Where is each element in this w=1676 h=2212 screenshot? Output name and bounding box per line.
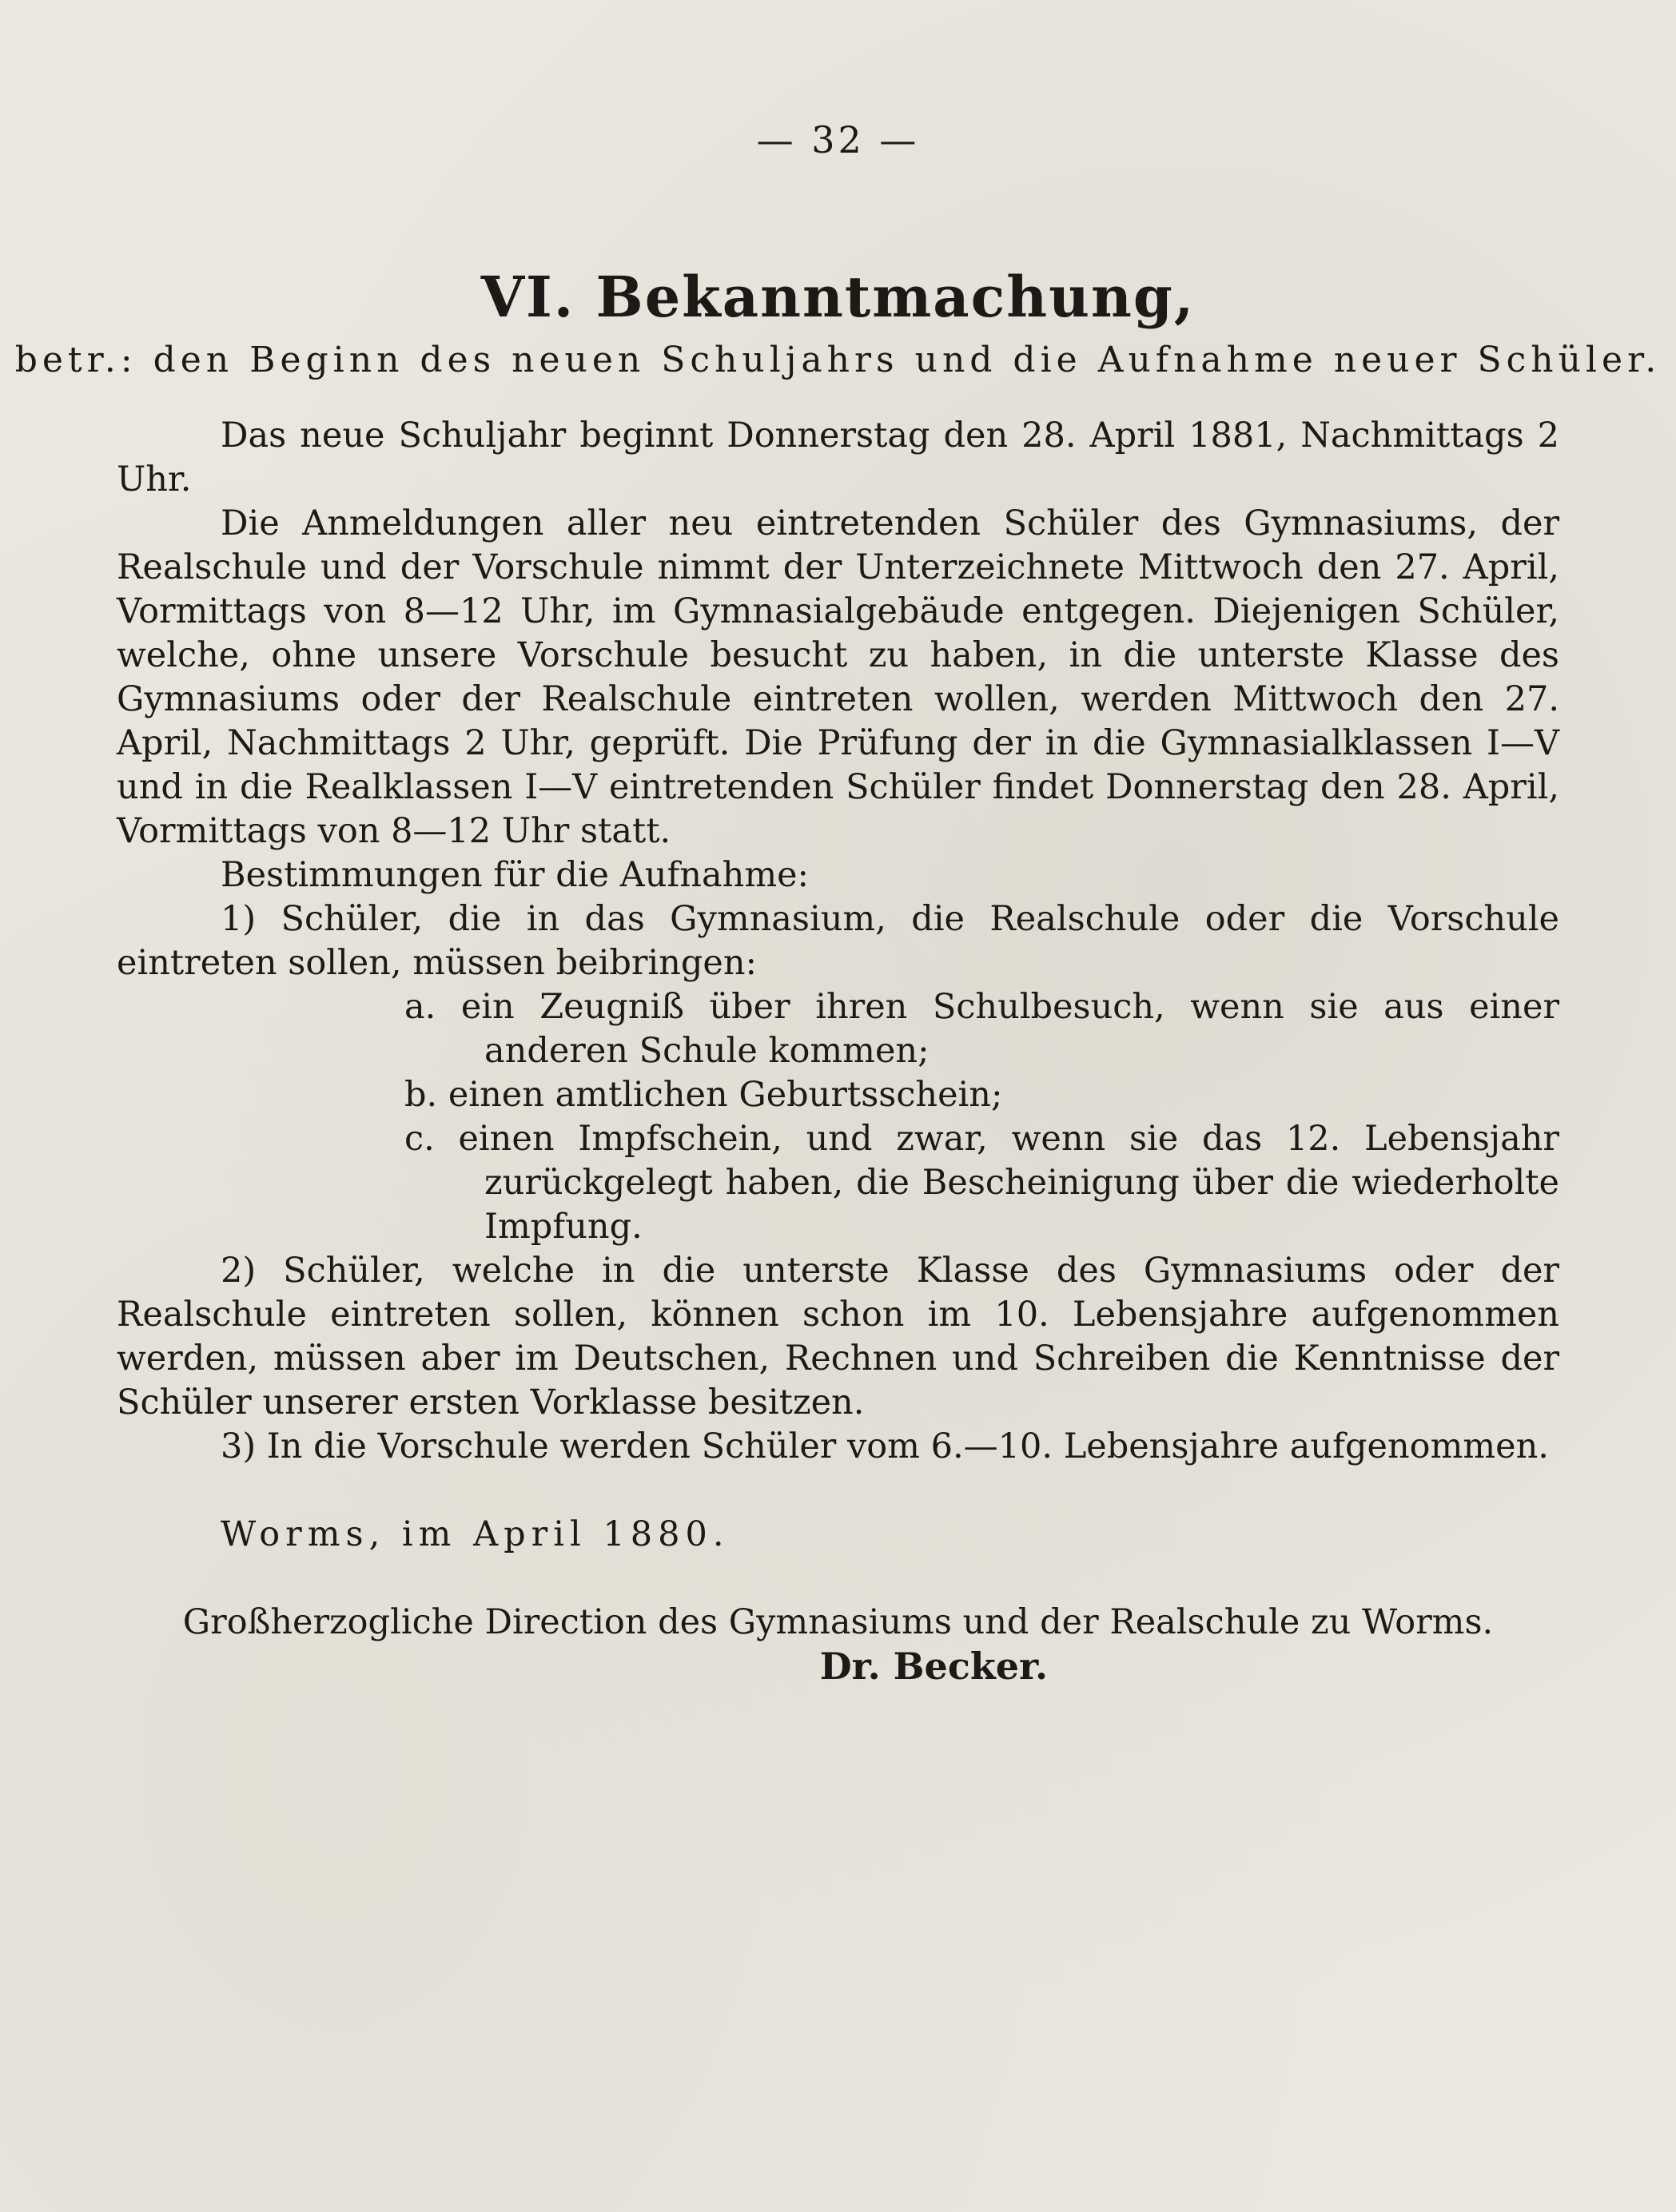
signature-signer: Dr. Becker. xyxy=(819,1645,1048,1688)
signature-institution: Großherzogliche Direction des Gymnasiums und der Realschule zu Worms. xyxy=(182,1602,1494,1642)
rule-2: 2) Schüler, welche in die unterste Klasse des Gymnasiums oder der Realschule eintreten sollen, können schon im 10. Lebensjahre aufgenommen werden, müssen aber im Deutschen, Rechnen und Schreiben die Kenntnisse der Schüler unserer ersten Vorklasse besitzen. xyxy=(117,1251,1559,1422)
paragraph-registration: Die Anmeldungen aller neu eintretenden Schüler des Gymnasiums, der Realschule und der Vorschule nimmt der Unterzeichnete Mittwoch den 27. April, Vormittags von 8—12 Uhr, im Gymnasialgebäude entgegen. Diejenigen Schüler, welche, ohne unsere Vorschule besucht zu haben, in die unterste Klasse des Gymnasiums oder der Realschule eintreten wollen, werden Mittwoch den 27. April, Nachmittags 2 Uhr, geprüft. Die Prüfung der in die Gymnasialklassen I—V und in die Realklassen I—V eintretenden Schüler findet Donnerstag den 28. April, Vormittags von 8—12 Uhr statt. xyxy=(117,503,1559,851)
rule-1-item-c: c. einen Impfschein, und zwar, wenn sie das 12. Lebensjahr zurückgelegt haben, die Bescheinigung über die wiederholte Impfung. xyxy=(404,1119,1559,1247)
section-heading: VI. Bekanntmachung, xyxy=(480,264,1196,330)
spacer xyxy=(117,1469,1559,1513)
rule-1: 1) Schüler, die in das Gymnasium, die Realschule oder die Vorschule eintreten sollen, müssen beibringen: xyxy=(117,899,1559,983)
place-date: Worms, im April 1880. xyxy=(221,1514,730,1554)
section-subheading: betr.: den Beginn des neuen Schuljahrs und die Aufnahme neuer Schüler. xyxy=(14,340,1662,380)
page-number: — 32 — xyxy=(756,118,920,161)
rule-1-item-b: b. einen amtlichen Geburtsschein; xyxy=(404,1075,1003,1115)
paragraph-school-year-start: Das neue Schuljahr beginnt Donnerstag den 28. April 1881, Nachmittags 2 Uhr. xyxy=(117,416,1559,499)
paragraph-admission-rules-intro: Bestimmungen für die Aufnahme: xyxy=(221,855,810,895)
spacer xyxy=(117,1557,1559,1601)
document-body xyxy=(117,414,1559,1689)
rule-1-item-a: a. ein Zeugniß über ihren Schulbesuch, wenn sie aus einer anderen Schule kommen; xyxy=(404,987,1559,1071)
rule-3: 3) In die Vorschule werden Schüler vom 6.—10. Lebensjahre aufgenommen. xyxy=(221,1426,1549,1466)
